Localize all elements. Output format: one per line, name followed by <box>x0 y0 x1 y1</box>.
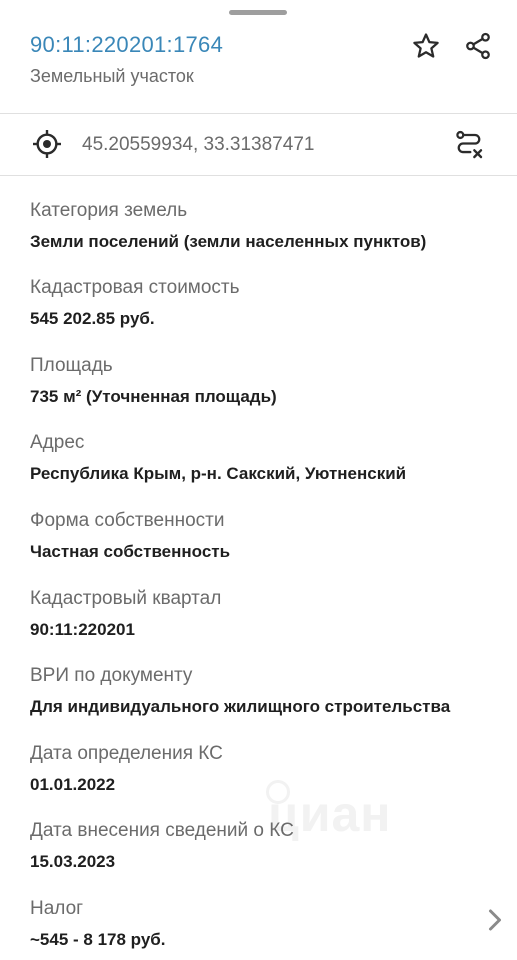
favorite-button[interactable] <box>408 28 444 64</box>
field-value: 15.03.2023 <box>30 852 116 871</box>
field-label: ВРИ по документу <box>30 665 193 686</box>
field-value: Земли поселений (земли населенных пунктов) <box>30 232 427 251</box>
field-tax[interactable] <box>30 898 500 950</box>
route-button[interactable] <box>450 126 488 164</box>
field-cadastral-block <box>30 588 500 640</box>
field-label: Дата внесения сведений о КС <box>30 820 294 841</box>
chevron-right-icon <box>486 908 504 932</box>
field-valuation-date <box>30 743 500 795</box>
field-land-category <box>30 200 500 252</box>
field-value: Частная собственность <box>30 542 231 561</box>
coordinates-row <box>0 114 517 175</box>
object-type-label: Земельный участок <box>30 66 194 86</box>
field-area <box>30 355 500 407</box>
field-cadastral-value <box>30 277 500 329</box>
watermark-logo: циан <box>268 786 392 842</box>
field-value: ~545 - 8 178 руб. <box>30 930 166 949</box>
field-value: Республика Крым, р-н. Сакский, Уютненский <box>30 464 407 483</box>
field-label: Кадастровый квартал <box>30 588 222 609</box>
field-label: Категория земель <box>30 200 188 221</box>
field-ownership <box>30 510 500 562</box>
field-value: 735 м² (Уточненная площадь) <box>30 387 277 406</box>
field-label: Адрес <box>30 432 85 453</box>
parcel-header <box>0 0 517 113</box>
field-label: Площадь <box>30 355 113 376</box>
coordinates-text[interactable]: 45.20559934, 33.31387471 <box>82 134 315 155</box>
field-value: 90:11:220201 <box>30 620 135 639</box>
field-label: Дата определения КС <box>30 743 223 764</box>
share-icon <box>463 31 493 61</box>
route-icon <box>453 129 485 161</box>
locate-button[interactable] <box>30 127 64 161</box>
field-permitted-use <box>30 665 500 717</box>
field-label: Налог <box>30 898 84 919</box>
field-value: 01.01.2022 <box>30 775 116 794</box>
field-value: Для индивидуального жилищного строительства <box>30 697 451 716</box>
field-label: Форма собственности <box>30 510 225 531</box>
field-label: Кадастровая стоимость <box>30 277 240 298</box>
tax-details-button[interactable] <box>484 906 506 934</box>
field-address <box>30 432 500 484</box>
cadastral-number[interactable]: 90:11:220201:1764 <box>30 32 224 57</box>
field-value: 545 202.85 руб. <box>30 309 155 328</box>
crosshair-icon <box>31 128 63 160</box>
share-button[interactable] <box>460 28 496 64</box>
coordinates-divider <box>0 175 517 176</box>
star-icon <box>411 31 441 61</box>
field-entry-date <box>30 820 500 872</box>
